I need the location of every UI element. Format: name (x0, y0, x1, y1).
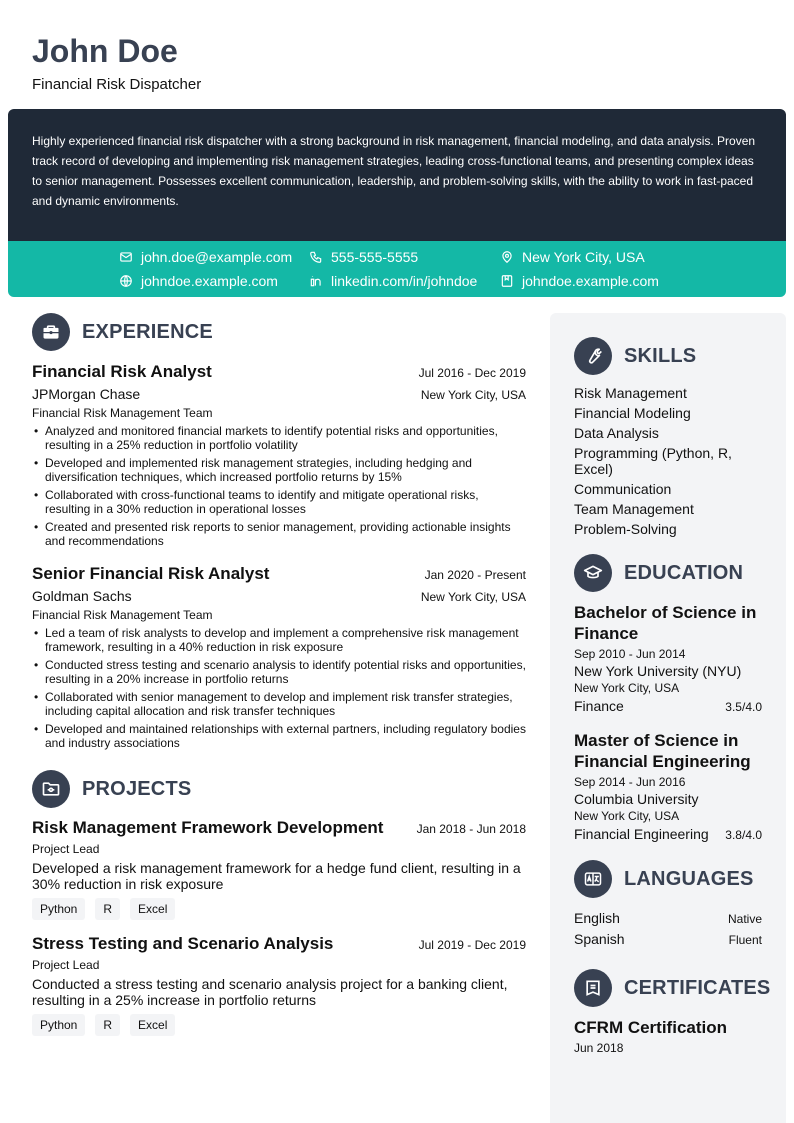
language-level: Fluent (728, 933, 762, 947)
project-dates: Jul 2019 - Dec 2019 (418, 938, 526, 952)
contact-website[interactable] (119, 271, 278, 291)
education-gpa: 3.8/4.0 (725, 828, 762, 842)
list-item: • Developed and implemented risk management strategies, including hedging and diversification techniques, which increased portfolio returns by 15% (32, 456, 526, 484)
education-item (574, 602, 762, 714)
project-dates: Jan 2018 - Jun 2018 (416, 822, 526, 836)
education-field: Financial Engineering (574, 826, 709, 842)
tag: Excel (130, 898, 175, 920)
language-icon (574, 860, 612, 898)
sidebar-column (550, 313, 786, 1123)
certificate-icon (574, 969, 612, 1007)
languages-title: LANGUAGES (624, 867, 754, 890)
education-title: EDUCATION (624, 561, 744, 584)
skills-heading (574, 337, 762, 375)
education-location: New York City, USA (574, 681, 680, 695)
contact-bar (8, 241, 786, 297)
portfolio-icon (500, 274, 514, 288)
certificates-heading (574, 969, 771, 1007)
certificate-item (574, 1017, 762, 1056)
tag: R (95, 898, 120, 920)
education-location: New York City, USA (574, 809, 680, 823)
education-degree: Master of Science in Financial Engineering (574, 731, 751, 771)
job-dates: Jul 2016 - Dec 2019 (418, 366, 526, 380)
contact-linkedin[interactable] (309, 271, 477, 291)
globe-icon (119, 274, 133, 288)
contact-website-text: johndoe.example.com (141, 273, 278, 289)
job-location: New York City, USA (420, 388, 526, 402)
job-company: JPMorgan Chase (32, 386, 141, 402)
language-name: Spanish (574, 931, 625, 947)
graduation-cap-icon (574, 554, 612, 592)
contact-location (500, 247, 645, 267)
projects-heading (32, 770, 526, 808)
linkedin-icon (309, 274, 323, 288)
project-item (32, 934, 526, 1036)
job-dates: Jan 2020 - Present (424, 568, 526, 582)
job-title: Senior Financial Risk Analyst (32, 564, 270, 583)
contact-portfolio[interactable] (500, 271, 659, 291)
project-description: Conducted a stress testing and scenario analysis project for a banking client, resulting in a 25% increase in portfolio returns (32, 976, 508, 1008)
education-dates: Sep 2014 - Jun 2016 (574, 775, 686, 789)
job-company: Goldman Sachs (32, 588, 132, 604)
languages-list (574, 908, 762, 950)
wrench-icon (574, 337, 612, 375)
education-gpa: 3.5/4.0 (725, 700, 762, 714)
mail-icon (119, 250, 133, 264)
project-title: Risk Management Framework Development (32, 818, 384, 837)
projects-title: PROJECTS (82, 777, 192, 800)
contact-email-text: john.doe@example.com (141, 249, 293, 265)
language-item (574, 908, 762, 929)
skill-item: Problem-Solving (574, 521, 677, 537)
resume-header (32, 32, 772, 94)
certificate-date: Jun 2018 (574, 1041, 624, 1055)
contact-phone[interactable] (309, 247, 418, 267)
list-item: • Collaborated with cross-functional teams to identify and mitigate operational risks, resulting in a 30% reduction in operational losses (32, 488, 526, 516)
experience-item (32, 564, 526, 750)
education-field: Finance (574, 698, 624, 714)
phone-icon (309, 250, 323, 264)
skill-item: Team Management (574, 501, 694, 517)
skill-item: Financial Modeling (574, 405, 691, 421)
certificates-title: CERTIFICATES (624, 976, 771, 999)
project-title: Stress Testing and Scenario Analysis (32, 934, 334, 953)
job-location: New York City, USA (420, 590, 526, 604)
skill-item: Risk Management (574, 385, 687, 401)
list-item: • Collaborated with senior management to develop and implement risk transfer strategies, including capital allocation and risk transfer techniques (32, 690, 526, 718)
folder-icon (32, 770, 70, 808)
skills-list (574, 385, 762, 537)
job-bullets (32, 424, 526, 548)
summary-text: Highly experienced financial risk dispatcher with a strong background in risk management, financial modeling, and data analysis. Proven track record of developing and implementing risk management strategies, leading cross-functional teams, and presenting complex ideas to senior management. Possesses excellent communication, leadership, and problem-solving skills, with the ability to work in fast-paced and dynamic environments. (32, 134, 756, 208)
tag: Python (32, 898, 85, 920)
skill-item: Communication (574, 481, 672, 497)
tag: Excel (130, 1014, 175, 1036)
language-name: English (574, 910, 620, 926)
job-team: Financial Risk Management Team (32, 406, 213, 420)
contact-phone-text: 555-555-5555 (331, 249, 419, 265)
briefcase-icon (32, 313, 70, 351)
candidate-title: Financial Risk Dispatcher (32, 76, 202, 93)
tag: Python (32, 1014, 85, 1036)
project-description: Developed a risk management framework for a hedge fund client, resulting in a 30% reduction in risk exposure (32, 860, 521, 892)
experience-item (32, 362, 526, 548)
education-degree: Bachelor of Science in Finance (574, 603, 757, 643)
skills-title: SKILLS (624, 344, 697, 367)
list-item: • Developed and maintained relationships with external partners, including regulatory bodies and industry associations (32, 722, 526, 750)
language-item (574, 929, 762, 950)
list-item: • Led a team of risk analysts to develop and implement a comprehensive risk management framework, resulting in a 40% reduction in risk exposure (32, 626, 526, 654)
skill-item: Data Analysis (574, 425, 659, 441)
project-tags (32, 898, 526, 920)
certificate-name: CFRM Certification (574, 1018, 727, 1037)
job-team: Financial Risk Management Team (32, 608, 213, 622)
project-role: Project Lead (32, 958, 100, 972)
education-dates: Sep 2010 - Jun 2014 (574, 647, 686, 661)
list-item: • Conducted stress testing and scenario analysis to identify potential risks and opportunities, resulting in a 20% increase in portfolio returns (32, 658, 526, 686)
skill-item: Programming (Python, R, Excel) (574, 445, 732, 477)
education-heading (574, 554, 762, 592)
project-role: Project Lead (32, 842, 100, 856)
experience-heading (32, 313, 526, 351)
job-title: Financial Risk Analyst (32, 362, 212, 381)
education-item (574, 730, 762, 842)
list-item: • Analyzed and monitored financial markets to identify potential risks and opportunities, resulting in a 25% reduction in portfolio volatility (32, 424, 526, 452)
map-pin-icon (500, 250, 514, 264)
education-school: Columbia University (574, 791, 699, 807)
main-column (32, 313, 526, 1036)
candidate-name: John Doe (32, 33, 178, 69)
contact-portfolio-text: johndoe.example.com (522, 273, 659, 289)
education-school: New York University (NYU) (574, 663, 742, 679)
contact-email[interactable] (119, 247, 292, 267)
contact-linkedin-text: linkedin.com/in/johndoe (331, 273, 478, 289)
summary-section (8, 109, 786, 241)
list-item: • Created and presented risk reports to senior management, providing actionable insights and recommendations (32, 520, 526, 548)
contact-location-text: New York City, USA (522, 249, 645, 265)
job-bullets (32, 626, 526, 750)
experience-title: EXPERIENCE (82, 320, 213, 343)
project-tags (32, 1014, 526, 1036)
tag: R (95, 1014, 120, 1036)
language-level: Native (727, 912, 762, 926)
languages-heading (574, 860, 762, 898)
project-item (32, 818, 526, 920)
